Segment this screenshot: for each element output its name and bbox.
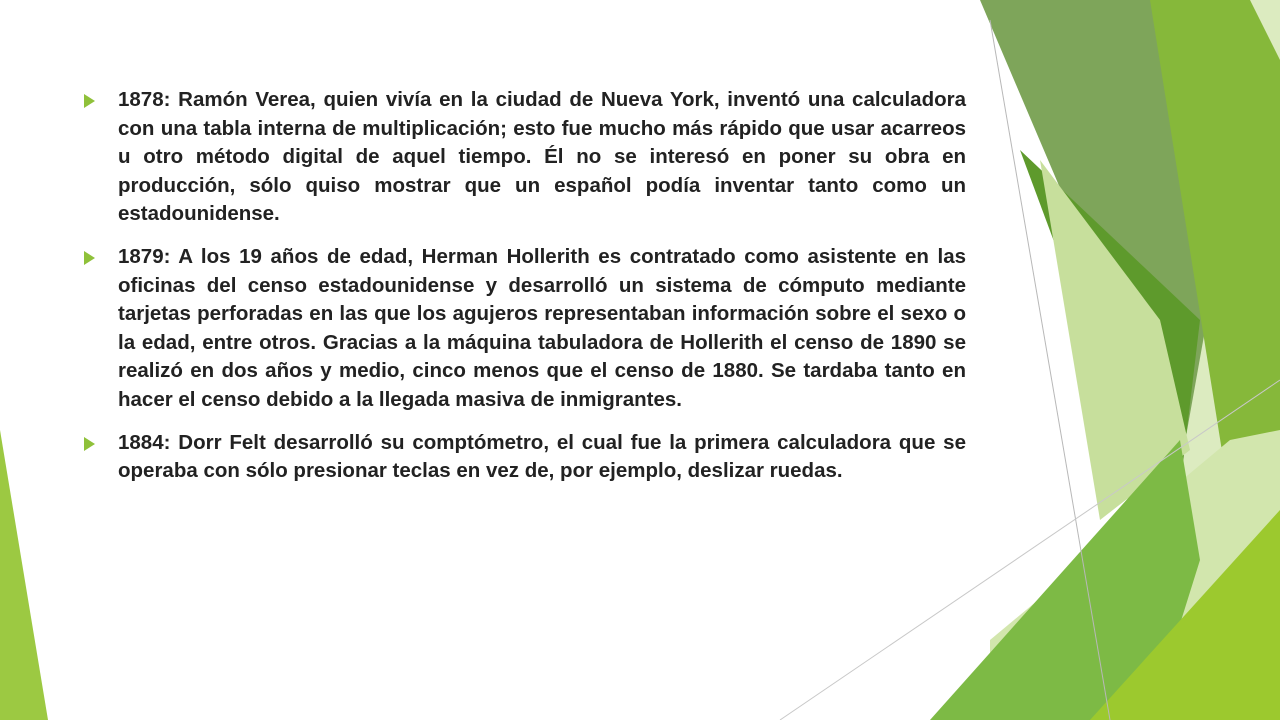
left-green-facet <box>0 430 48 720</box>
bullet-item-1878 <box>80 86 966 229</box>
bullet-list <box>80 86 966 500</box>
bullet-text: 1879: A los 19 años de edad, Herman Hollerith es contratado como asistente en las oficinas del censo estadounidense y desarrolló un sistema de cómputo mediante tarjetas perforadas en las que los agujeros representaban información sobre el sexo o la edad, entre otros. Gracias a la máquina tabuladora de Hollerith el censo de 1890 se realizó en dos años y medio, cinco menos que el censo de 1880. Se tardaba tanto en hacer el censo debido a la llegada masiva de inmigrantes. <box>118 244 966 411</box>
triangle-bullet-icon <box>84 94 95 108</box>
triangle-bullet-icon <box>84 251 95 265</box>
bullet-text: 1884: Dorr Felt desarrolló su comptómetro, el cual fue la primera calculadora que se operaba con sólo presionar teclas en vez de, por ejemplo, deslizar ruedas. <box>118 430 966 483</box>
bullet-item-1879 <box>80 243 966 415</box>
triangle-bullet-icon <box>84 437 95 451</box>
bullet-item-1884 <box>80 429 966 486</box>
bullet-text: 1878: Ramón Verea, quien vivía en la ciudad de Nueva York, inventó una calculadora con una tabla interna de multiplicación; esto fue mucho más rápido que usar acarreos u otro método digital de aquel tiempo. Él no se interesó en poner su obra en producción, sólo quiso mostrar que un español podía inventar tanto como un estadounidense. <box>118 88 966 226</box>
